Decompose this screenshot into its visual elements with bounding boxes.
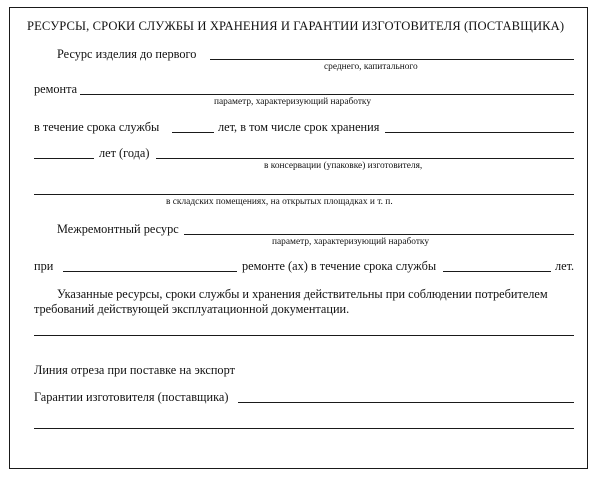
years-suffix-label: лет.: [555, 259, 575, 273]
repair-type-field[interactable]: [210, 59, 574, 60]
storage-period-label: лет, в том числе срок хранения: [218, 120, 380, 134]
overhaul-parameter-hint: параметр, характеризующий наработку: [272, 237, 430, 247]
overhaul-resource-label: Межремонтный ресурс: [57, 222, 179, 236]
service-life-years-field[interactable]: [172, 132, 214, 133]
repairs-during-service-label: ремонте (ах) в течение срока службы: [242, 259, 437, 273]
warranty-continuation-field[interactable]: [34, 428, 574, 429]
warranty-label: Гарантии изготовителя (поставщика): [34, 390, 229, 404]
notes-field[interactable]: [34, 335, 574, 336]
repair-type-hint: среднего, капитального: [324, 62, 418, 72]
preservation-hint: в консервации (упаковке) изготовителя,: [264, 161, 423, 171]
storage-years-field[interactable]: [34, 158, 94, 159]
repair-count-field[interactable]: [63, 271, 237, 272]
validity-note-line1: Указанные ресурсы, сроки службы и хранения действительны при соблюдении потребителем: [57, 287, 548, 301]
operating-parameter-field[interactable]: [80, 94, 574, 95]
resource-to-first-label: Ресурс изделия до первого: [57, 47, 197, 61]
storage-location-hint: в складских помещениях, на открытых площадках и т. п.: [166, 197, 393, 207]
operating-parameter-hint: параметр, характеризующий наработку: [214, 97, 372, 107]
overhaul-parameter-field[interactable]: [184, 234, 574, 235]
repair-label: ремонта: [34, 82, 78, 96]
at-label: при: [34, 259, 54, 273]
storage-period-field[interactable]: [385, 132, 574, 133]
warranty-field[interactable]: [238, 402, 574, 403]
form-title: РЕСУРСЫ, СРОКИ СЛУЖБЫ И ХРАНЕНИЯ И ГАРАНТИИ ИЗГОТОВИТЕЛЯ (ПОСТАВЩИКА): [27, 19, 565, 33]
validity-note-line2: требований действующей эксплуатационной документации.: [34, 302, 350, 316]
service-life-label: в течение срока службы: [34, 120, 160, 134]
storage-location-field[interactable]: [34, 194, 574, 195]
years-label: лет (года): [99, 146, 150, 160]
preservation-field[interactable]: [156, 158, 574, 159]
overhaul-service-years-field[interactable]: [443, 271, 551, 272]
cut-line-label: Линия отреза при поставке на экспорт: [34, 363, 235, 377]
